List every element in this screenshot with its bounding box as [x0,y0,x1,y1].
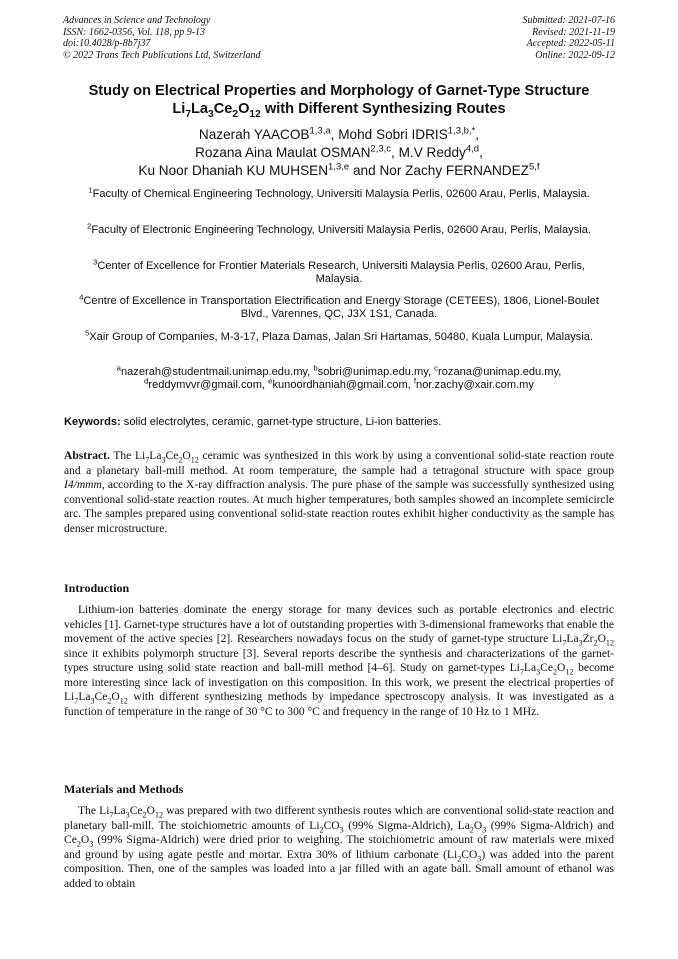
title-line-2: $Li_7La_3Ce_2O_{12}$ with Different Synthesizing Routes [172,101,506,120]
introduction-paragraph: Lithium-ion batteries dominate the energy storage for many devices such as portable electronics and electric vehicles [1]. Garnet-type structures have a lot of outstanding properties with 3-dimensional frameworks that enable the movement of the active species [2]. Researchers nowadays focus on the study of garnet-type structure $Li_7La_3Zr_2O_{12}$ since it exhibits polymorph structure [3]. Several reports describe the synthesis and characterizations of the garnet-types structure using solid state reaction and ball-mill method [4–6]. Study on garnet-types $Li_7La_3Ce_2O_{12}$ become more interesting since lack of investigation on this composition. In this work, we present the electrical properties of $Li_7La_3Ce_2O_{12}$ with different synthesizing methods by impedance spectroscopy analysis. It was investigated as a function of temperature in the range of 30 °C to 300 °C and frequency in the range of 10 Hz to 1 MHz. [64,604,614,718]
space-group: I4/mmm [64,479,102,491]
email-address: sobri@unimap.edu.my, [317,366,435,378]
copyright-line: © 2022 Trans Tech Publications Ltd, Switzerland [63,49,261,61]
author-line-1: Nazerah YAACOB$^{1,3,a}$, Mohd Sobri $IDRIS^{1,3,b,*}$, [198,125,480,142]
title-line-1: Study on Electrical Properties and Morphology of Garnet-Type Structure [88,83,590,99]
introduction-heading: Introduction [64,581,130,595]
revised-date: Revised: 2021-11-19 [532,26,615,38]
author-name: Ku Noor Dhaniah KU MUHSEN [138,163,329,178]
affiliation-4: $^4$Centre of Excellence in Transportation Electrification and Energy Storage (CETEES), 1806, Lionel-Boulet Blvd., Varennes, QC, J3X 1S1, Canada. [79,292,599,321]
keywords-text: solid electrolytes, ceramic, garnet-type structure, Li-ion batteries. [120,416,442,428]
author-name: Rozana Aina Maulat OSMAN [195,145,371,160]
email-address: rozana@unimap.edu.my, [438,366,562,378]
affiliation-1: $^1$Faculty of Chemical Engineering Technology, Universiti Malaysia Perlis, 02600 Arau, Perlis, Malaysia. [88,185,590,200]
journal-name: Advances in Science and Technology [63,15,211,26]
doi-line: doi:10.4028/p-8b7j37 [63,38,151,49]
author-name: M.V Reddy [398,145,466,160]
affiliation-3: $^3$Center of Excellence for Frontier Materials Research, Universiti Malaysia Perlis, 02600 Arau, Perlis, Malaysia. [92,257,586,286]
email-list: $^a$nazerah@studentmail.unimap.edu.my, $^b$sobri@unimap.edu.my, $^c$rozana@unimap.edu.my, $^d$reddymvvr@gmail.com, $^e$kunoordhaniah@gmail.com, $^f$nor.zachy@xair.com.my [116,363,562,392]
submission-dates [523,15,616,61]
email-address: kunoordhaniah@gmail.com, [272,379,414,392]
author-line-2: Rozana Aina Maulat OSMAN$^{2,3,c}$, M.V Reddy$^{4,d}$, [195,143,483,160]
keywords [64,416,441,429]
issn-line: ISSN: 1662-0356, Vol. 118, pp 9-13 [63,26,206,38]
email-address: nazerah@studentmail.unimap.edu.my, [120,366,314,378]
email-address: nor.zachy@xair.com.my [416,379,534,392]
paper-title [40,82,638,118]
author-name: Mohd Sobri IDRIS [338,127,448,142]
submitted-date: Submitted: 2021-07-16 [522,15,615,26]
methods-heading: Materials and Methods [64,782,184,796]
author-name: Nor Zachy FERNANDEZ [379,163,529,178]
affiliation-2: $^2$Faculty of Electronic Engineering Technology, Universiti Malaysia Perlis, 02600 Arau, Perlis, Malaysia. [87,221,591,236]
abstract: Abstract. The $Li_7La_3Ce_2O_{12}$ ceramic was synthesized in this work by using a conventional solid-state reaction route and a planetary ball-mill method. At room temperature, the sample had a tetragonal structure with space group I4/mmm, according to the X-ray diffraction analysis. The pure phase of the sample was successfully synthesized using conventional solid-state reaction routes. At much higher temperatures, both samples showed an incomplete semicircle arc. The samples prepared using conventional solid-state reaction routes exhibit higher conductivity as the sample has denser microstructure. [64,450,614,535]
methods-paragraph: The $Li_7La_3Ce_2O_{12}$ was prepared with two different synthesis routes which are conventional solid-state reaction and planetary ball-mill. The stoichiometric amounts of $Li_2CO_3$ (99% Sigma-Aldrich), $La_2O_3$ (99% Sigma-Aldrich) and $Ce_2O_3$ (99% Sigma-Aldrich) were dried prior to weighing. The stoichiometric amount of raw materials were mixed and ground by using agate pestle and mortar. Extra 30% of lithium carbonate $(Li_2CO_3)$ was added into the parent composition. Then, one of the samples was loaded into a jar filled with an agate ball. Small amount of ethanol was added to obtain [64,805,614,890]
affiliation-5: $^5$Xair Group of Companies, M-3-17, Plaza Damas, Jalan Sri Hartamas, 50480, Kuala Lumpur, Malaysia. [84,328,594,343]
keywords-label: Keywords: [64,416,121,428]
author-name: Nazerah YAACOB [198,127,310,142]
author-line-3: Ku Noor Dhaniah KU MUHSEN$^{1,3,e}$ and Nor Zachy FERNANDEZ$^{5,f}$ [138,161,540,178]
journal-info [63,15,261,61]
online-date: Online: 2022-09-12 [535,49,615,61]
accepted-date: Accepted: 2022-05-11 [526,38,615,49]
abstract-label: Abstract. [64,450,110,462]
email-address: reddymvvr@gmail.com, [148,379,269,392]
author-list [40,126,638,180]
